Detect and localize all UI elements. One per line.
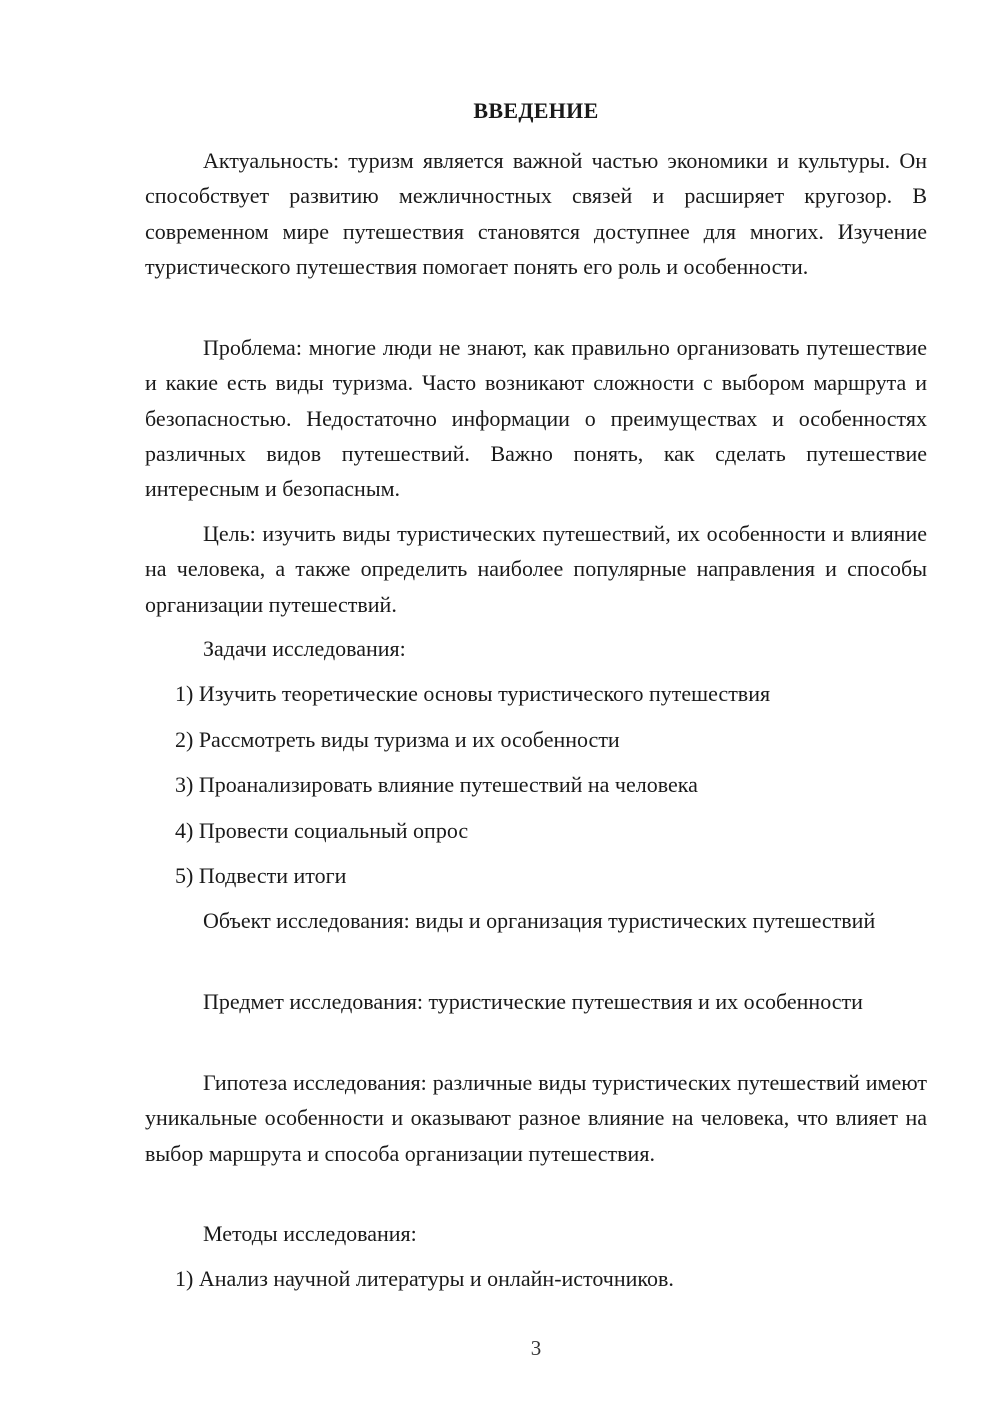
object-paragraph: Объект исследования: виды и организация туристических путешествий (203, 908, 876, 933)
relevance-paragraph: Актуальность: туризм является важной частью экономики и культуры. Он способствует развитию межличностных связей и расширяет кругозор. В современном мире путешествия становятся доступнее для многих. Изучение туристического путешествия помогает понять его роль и особенности. (145, 148, 927, 279)
page-number: 3 (530, 1336, 542, 1360)
section-title: ВВЕДЕНИЕ (473, 98, 599, 123)
method-item-1: 1) Анализ научной литературы и онлайн-источников. (175, 1266, 674, 1291)
task-item-1: 1) Изучить теоретические основы туристического путешествия (175, 681, 771, 706)
task-item-3: 3) Проанализировать влияние путешествий на человека (175, 772, 698, 797)
goal-paragraph: Цель: изучить виды туристических путешествий, их особенности и влияние на человека, а также определить наиболее популярные направления и способы организации путешествий. (145, 521, 927, 617)
methods-heading: Методы исследования: (203, 1221, 417, 1246)
task-item-5: 5) Подвести итоги (175, 863, 347, 888)
tasks-heading: Задачи исследования: (203, 636, 406, 661)
task-item-2: 2) Рассмотреть виды туризма и их особенности (175, 727, 620, 752)
task-item-4: 4) Провести социальный опрос (175, 818, 469, 843)
subject-paragraph: Предмет исследования: туристические путешествия и их особенности (203, 989, 863, 1014)
problem-paragraph: Проблема: многие люди не знают, как правильно организовать путешествие и какие есть виды туризма. Часто возникают сложности с выбором маршрута и безопасностью. Недостаточно информации о преимуществах и особенностях различных видов путешествий. Важно понять, как сделать путешествие интересным и безопасным. (145, 335, 927, 502)
hypothesis-paragraph: Гипотеза исследования: различные виды туристических путешествий имеют уникальные особенности и оказывают разное влияние на человека, что влияет на выбор маршрута и способа организации путешествия. (145, 1070, 927, 1166)
